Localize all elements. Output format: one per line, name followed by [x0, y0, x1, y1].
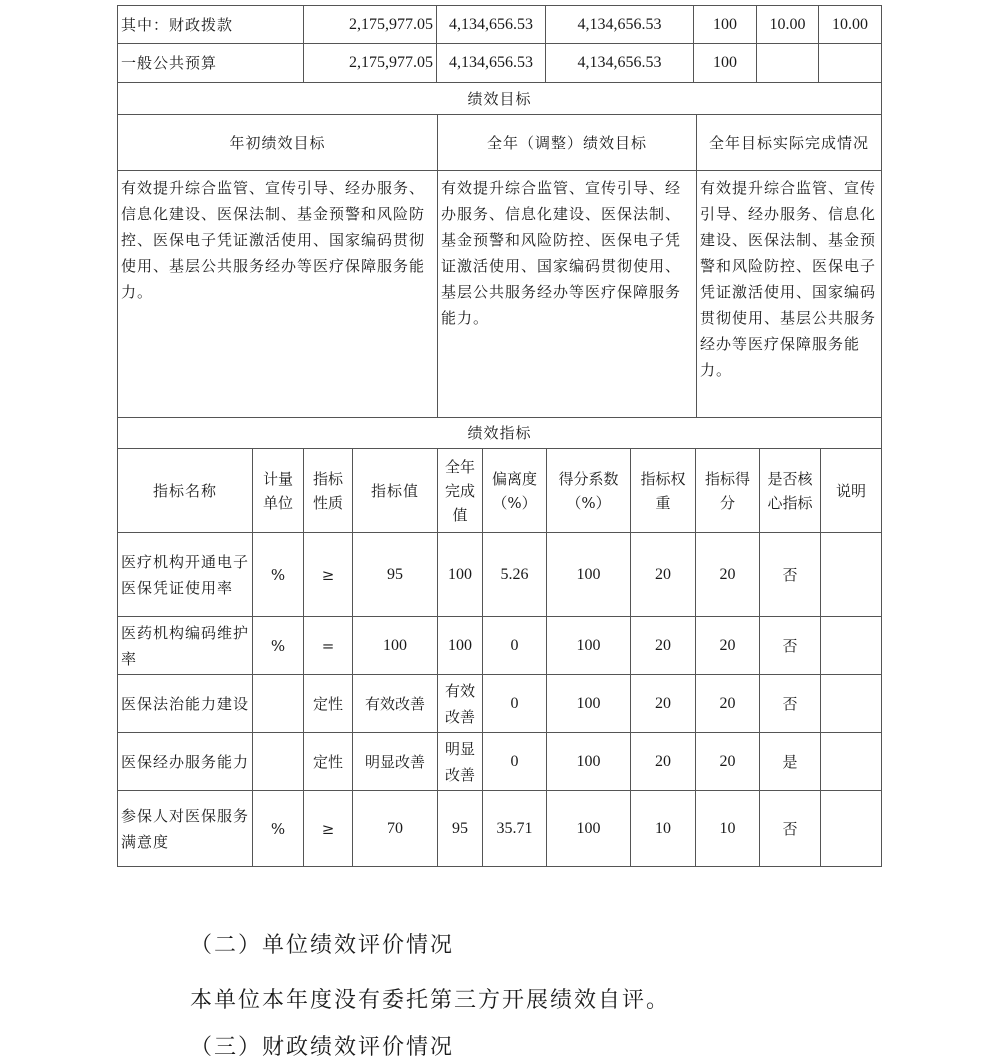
- funding-value: 2,175,977.05: [304, 44, 437, 83]
- indicator-note: [821, 675, 882, 733]
- goals-text-adjusted: 有效提升综合监管、宣传引导、经办服务、信息化建设、医保法制、基金预警和风险防控、医保电子凭证激活使用、国家编码贯彻使用、基层公共服务经办等医疗保障服务能力。: [438, 171, 697, 418]
- indicator-name: 参保人对医保服务满意度: [118, 791, 253, 867]
- section-heading-3: （三）财政绩效评价情况: [190, 1035, 455, 1060]
- indicator-weight: 20: [631, 617, 696, 675]
- indicator-core: 是: [760, 733, 821, 791]
- indicator-deviation: 0: [483, 675, 547, 733]
- header-value: 指标值: [353, 449, 438, 533]
- funding-value: 4,134,656.53: [437, 44, 546, 83]
- indicator-score: 20: [696, 533, 760, 617]
- indicator-core: 否: [760, 533, 821, 617]
- funding-row: [118, 6, 882, 44]
- indicator-row: [118, 617, 882, 675]
- indicator-row: [118, 675, 882, 733]
- indicator-value: 95: [353, 533, 438, 617]
- funding-row: [118, 44, 882, 83]
- indicator-actual: 100: [438, 617, 483, 675]
- indicator-coef: 100: [547, 675, 631, 733]
- indicators-section-title: 绩效指标: [118, 418, 882, 449]
- indicator-row: [118, 533, 882, 617]
- funding-value: 100: [694, 6, 757, 44]
- indicator-weight: 20: [631, 675, 696, 733]
- indicator-name: 医保法治能力建设: [118, 675, 253, 733]
- funding-value: [819, 44, 882, 83]
- header-core: 是否核心指标: [760, 449, 821, 533]
- indicator-deviation: 35.71: [483, 791, 547, 867]
- indicator-value: 70: [353, 791, 438, 867]
- indicator-note: [821, 617, 882, 675]
- indicator-nature: 定性: [304, 675, 353, 733]
- indicator-row: [118, 791, 882, 867]
- goals-text-initial: 有效提升综合监管、宣传引导、经办服务、信息化建设、医保法制、基金预警和风险防控、医保电子凭证激活使用、国家编码贯彻使用、基层公共服务经办等医疗保障服务能力。: [118, 171, 438, 418]
- goals-col-actual: 全年目标实际完成情况: [697, 115, 882, 171]
- goals-table: [117, 82, 882, 418]
- indicator-weight: 20: [631, 733, 696, 791]
- funding-table: [117, 5, 882, 83]
- indicator-value: 明显改善: [353, 733, 438, 791]
- funding-value: 10.00: [757, 6, 819, 44]
- funding-value: [757, 44, 819, 83]
- indicator-score: 20: [696, 733, 760, 791]
- section-heading-2: （二）单位绩效评价情况: [190, 933, 455, 958]
- header-name: 指标名称: [118, 449, 253, 533]
- indicators-header-row: [118, 449, 882, 533]
- indicator-score: 20: [696, 675, 760, 733]
- indicator-nature: 定性: [304, 733, 353, 791]
- indicator-core: 否: [760, 617, 821, 675]
- indicators-table: [117, 417, 882, 867]
- indicator-unit: %: [253, 533, 304, 617]
- funding-value: 100: [694, 44, 757, 83]
- funding-value: 10.00: [819, 6, 882, 44]
- funding-value: 2,175,977.05: [304, 6, 437, 44]
- indicator-nature: ≥: [304, 791, 353, 867]
- indicator-actual: 100: [438, 533, 483, 617]
- funding-label: 一般公共预算: [118, 44, 304, 83]
- indicator-note: [821, 533, 882, 617]
- indicator-deviation: 5.26: [483, 533, 547, 617]
- performance-report-table-area: [117, 5, 881, 867]
- indicator-score: 20: [696, 617, 760, 675]
- indicator-unit: [253, 733, 304, 791]
- section-paragraph-2: 本单位本年度没有委托第三方开展绩效自评。: [190, 988, 671, 1013]
- header-coef: 得分系数（%）: [547, 449, 631, 533]
- funding-value: 4,134,656.53: [546, 6, 694, 44]
- indicator-actual: 明显改善: [438, 733, 483, 791]
- funding-value: 4,134,656.53: [437, 6, 546, 44]
- goals-col-adjusted: 全年（调整）绩效目标: [438, 115, 697, 171]
- indicator-unit: %: [253, 791, 304, 867]
- indicator-core: 否: [760, 675, 821, 733]
- funding-value: 4,134,656.53: [546, 44, 694, 83]
- indicator-value: 100: [353, 617, 438, 675]
- indicator-core: 否: [760, 791, 821, 867]
- header-actual: 全年完成值: [438, 449, 483, 533]
- indicator-coef: 100: [547, 791, 631, 867]
- indicator-coef: 100: [547, 533, 631, 617]
- indicator-weight: 10: [631, 791, 696, 867]
- indicator-nature: ≥: [304, 533, 353, 617]
- indicator-coef: 100: [547, 617, 631, 675]
- indicator-unit: [253, 675, 304, 733]
- indicator-coef: 100: [547, 733, 631, 791]
- indicator-actual: 有效改善: [438, 675, 483, 733]
- indicator-weight: 20: [631, 533, 696, 617]
- goals-col-initial: 年初绩效目标: [118, 115, 438, 171]
- indicator-actual: 95: [438, 791, 483, 867]
- header-score: 指标得分: [696, 449, 760, 533]
- indicator-row: [118, 733, 882, 791]
- indicator-nature: =: [304, 617, 353, 675]
- header-weight: 指标权重: [631, 449, 696, 533]
- indicator-note: [821, 733, 882, 791]
- indicator-value: 有效改善: [353, 675, 438, 733]
- funding-label: 其中：财政拨款: [118, 6, 304, 44]
- indicator-score: 10: [696, 791, 760, 867]
- goals-text-actual: 有效提升综合监管、宣传引导、经办服务、信息化建设、医保法制、基金预警和风险防控、医保电子凭证激活使用、国家编码贯彻使用、基层公共服务经办等医疗保障服务能力。: [697, 171, 882, 418]
- indicator-name: 医药机构编码维护率: [118, 617, 253, 675]
- indicator-note: [821, 791, 882, 867]
- header-unit: 计量单位: [253, 449, 304, 533]
- indicator-deviation: 0: [483, 617, 547, 675]
- indicator-unit: %: [253, 617, 304, 675]
- header-nature: 指标性质: [304, 449, 353, 533]
- header-note: 说明: [821, 449, 882, 533]
- goals-section-title: 绩效目标: [118, 83, 882, 115]
- indicator-deviation: 0: [483, 733, 547, 791]
- indicator-name: 医疗机构开通电子医保凭证使用率: [118, 533, 253, 617]
- header-deviation: 偏离度（%）: [483, 449, 547, 533]
- indicator-name: 医保经办服务能力: [118, 733, 253, 791]
